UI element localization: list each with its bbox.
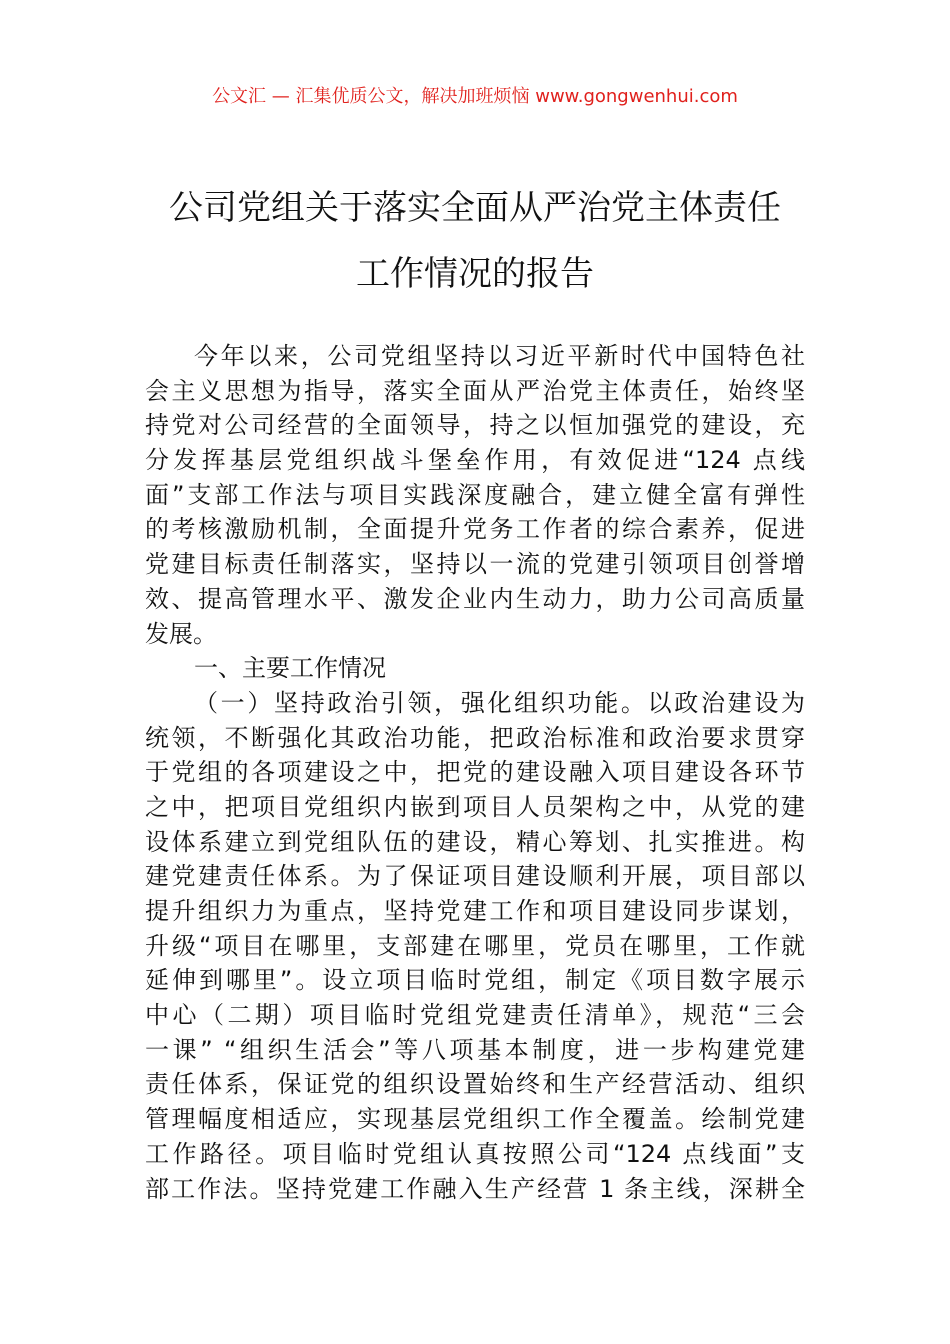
text-line: 中心（二期）项目临时党组党建责任清单》，规范“三会 <box>145 1001 805 1030</box>
text-line: 党建目标责任制落实，坚持以一流的党建引领项目创誉增 <box>145 550 805 579</box>
text-line: 一课” “组织生活会”等八项基本制度，进一步构建党建 <box>145 1035 805 1064</box>
text-line: 延伸到哪里”。设立项目临时党组，制定《项目数字展示 <box>145 966 805 995</box>
text-line: 部工作法。坚持党建工作融入生产经营 1 条主线，深耕全 <box>145 1174 805 1203</box>
document-title-line-1: 公司党组关于落实全面从严治党主体责任 <box>169 188 781 228</box>
text-line: 设体系建立到党组队伍的建设，精心筹划、扎实推进。构 <box>145 827 805 856</box>
paragraph <box>145 651 805 686</box>
text-line: 于党组的各项建设之中，把党的建设融入项目建设各环节 <box>145 758 805 787</box>
text-line: 建党建责任体系。为了保证项目建设顺利开展，项目部以 <box>145 862 805 891</box>
paragraph <box>145 686 805 1206</box>
paragraph <box>145 339 805 651</box>
text-line: 分发挥基层党组织战斗堡垒作用，有效促进“124 点线 <box>145 446 805 475</box>
text-line: （一）坚持政治引领，强化组织功能。以政治建设为 <box>194 688 805 717</box>
text-line: 一、主要工作情况 <box>194 654 386 683</box>
text-line: 责任体系，保证党的组织设置始终和生产经营活动、组织 <box>145 1070 805 1099</box>
text-line: 今年以来，公司党组坚持以习近平新时代中国特色社 <box>194 342 805 370</box>
text-line: 统领，不断强化其政治功能，把政治标准和政治要求贯穿 <box>145 723 805 752</box>
text-line: 持党对公司经营的全面领导，持之以恒加强党的建设，充 <box>145 411 805 440</box>
text-line: 提升组织力为重点，坚持党建工作和项目建设同步谋划， <box>145 897 805 925</box>
document-title-line-2: 工作情况的报告 <box>356 254 594 294</box>
text-line: 之中，把项目党组织内嵌到项目人员架构之中，从党的建 <box>145 792 805 821</box>
text-line: 升级“项目在哪里，支部建在哪里，党员在哪里，工作就 <box>145 931 805 960</box>
text-line: 工作路径。项目临时党组认真按照公司“124 点线面”支 <box>145 1139 805 1168</box>
text-line: 效、提高管理水平、激发企业内生动力，助力公司高质量 <box>145 584 805 613</box>
text-line: 面”支部工作法与项目实践深度融合，建立健全富有弹性 <box>145 480 805 509</box>
text-line: 发展。 <box>145 619 217 648</box>
document-body <box>145 339 805 1206</box>
text-line: 的考核激励机制，全面提升党务工作者的综合素养，促进 <box>145 515 805 544</box>
text-line: 管理幅度相适应，实现基层党组织工作全覆盖。绘制党建 <box>145 1105 805 1134</box>
watermark-header: 公文汇 — 汇集优质公文，解决加班烦恼 www.gongwenhui.com <box>212 86 738 107</box>
text-line: 会主义思想为指导，落实全面从严治党主体责任，始终坚 <box>145 376 805 405</box>
